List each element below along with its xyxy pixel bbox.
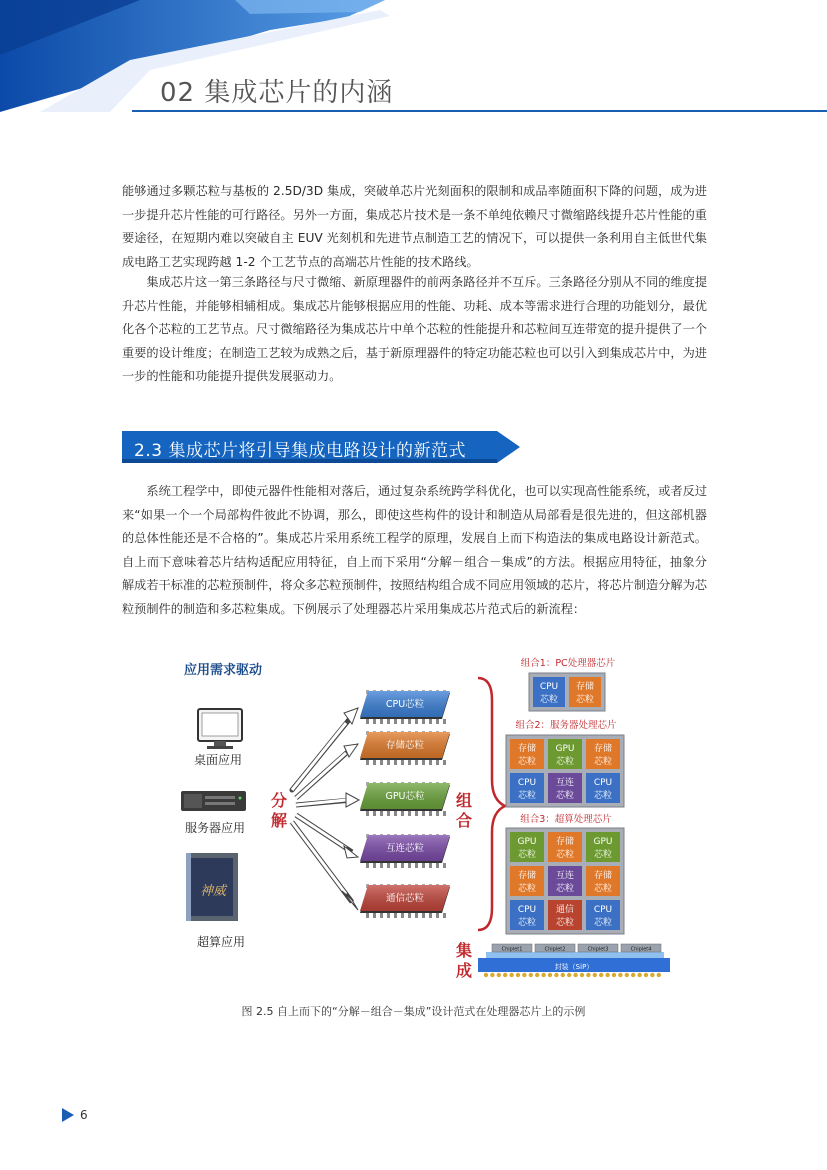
paragraph-1: 能够通过多颗芯粒与基板的 2.5D/3D 集成，突破单芯片光刻面积的限制和成品率随面积下降的问题，成为进一步提升芯片性能的可行路径。另外一方面，集成芯片技术是一条不单纯依赖尺寸微缩路线提升芯片性能的重要途径，在短期内难以突破自主 EUV 光刻机和先进节点制造工艺的情况下，可以提供一条利用自主低世代集成电路工艺实现跨越 1-2 个工艺节点的高端芯片性能的技术路线。 bbox=[122, 184, 707, 269]
svg-text:芯粒: 芯粒 bbox=[593, 850, 613, 860]
svg-text:芯粒: 芯粒 bbox=[517, 791, 537, 801]
chiplet-label-2: 存储芯粒 bbox=[385, 740, 425, 751]
decompose-arrows bbox=[292, 716, 352, 902]
paragraph-3: 系统工程学中，即使元器件性能相对落后，通过复杂系统跨学科优化，也可以实现高性能系统，或者反过来“如果一个一个局部构件彼此不协调，那么，即使这些构件的设计和制造从局部看是很先进的，但这部机器的总体性能还是不合格的”。集成芯片采用系统工程学的原理，发展自上而下构造法的集成电路设计新范式。自上而下意味着芯片结构适配应用特征，自上而下采用“分解－组合－集成”的方法。根据应用特征，抽象分解成若干标准的芯粒预制件，将众多芯粒预制件，按照结构组合成不同应用领域的芯片，将芯片制造分解为芯粒预制件的制造和多芯粒集成。下例展示了处理器芯片采用集成芯片范式后的新流程： bbox=[122, 484, 708, 616]
svg-text:CPU: CPU bbox=[539, 682, 559, 692]
combo-3-cell-2 bbox=[548, 832, 582, 862]
chiplet-4 bbox=[360, 834, 450, 868]
server-icon bbox=[181, 791, 246, 811]
supercomputer-logo-text: 神威 bbox=[200, 884, 227, 899]
integrate-label-1: 集 bbox=[456, 941, 473, 960]
combo-2-cell-4 bbox=[510, 773, 544, 803]
combo-title-3: 组合3：超算处理芯片 bbox=[520, 814, 612, 825]
package-chiplet-2 bbox=[535, 944, 575, 953]
svg-text:芯粒: 芯粒 bbox=[555, 791, 575, 801]
svg-text:CPU: CPU bbox=[593, 778, 613, 788]
svg-text:存储: 存储 bbox=[593, 744, 613, 754]
page-header-title: 02 集成芯片的内涵 bbox=[160, 78, 394, 108]
combo-1-cell-1 bbox=[533, 677, 565, 707]
svg-text:芯粒: 芯粒 bbox=[539, 695, 559, 705]
page-number: 6 bbox=[80, 1108, 88, 1122]
svg-text:Chiplet3: Chiplet3 bbox=[587, 946, 609, 953]
svg-text:芯粒: 芯粒 bbox=[575, 695, 595, 705]
svg-text:Chiplet1: Chiplet1 bbox=[501, 946, 523, 953]
svg-text:芯粒: 芯粒 bbox=[517, 757, 537, 767]
svg-text:芯粒: 芯粒 bbox=[555, 884, 575, 894]
chiplet-2 bbox=[360, 731, 450, 765]
compose-label-2: 合 bbox=[456, 811, 473, 830]
compose-label-1: 组 bbox=[456, 791, 473, 810]
compose-brace bbox=[478, 678, 505, 930]
combo-3-cell-9 bbox=[586, 900, 620, 930]
svg-text:芯粒: 芯粒 bbox=[517, 918, 537, 928]
arrow-heads bbox=[342, 708, 359, 910]
svg-text:互连: 互连 bbox=[555, 871, 575, 881]
svg-text:通信: 通信 bbox=[555, 905, 575, 915]
chiplet-label-1: CPU芯粒 bbox=[385, 699, 425, 710]
combo-1 bbox=[521, 657, 616, 711]
combo-3-cell-7 bbox=[510, 900, 544, 930]
chiplet-1 bbox=[360, 690, 450, 724]
chiplet-list bbox=[360, 690, 450, 918]
svg-text:GPU: GPU bbox=[517, 837, 537, 847]
svg-text:CPU: CPU bbox=[517, 778, 537, 788]
combo-3 bbox=[506, 813, 624, 934]
package-label: 封装（SiP） bbox=[554, 963, 594, 971]
combo-3-cell-8 bbox=[548, 900, 582, 930]
combo-3-cell-1 bbox=[510, 832, 544, 862]
svg-text:芯粒: 芯粒 bbox=[555, 850, 575, 860]
svg-text:芯粒: 芯粒 bbox=[593, 884, 613, 894]
combo-3-cell-6 bbox=[586, 866, 620, 896]
svg-text:GPU: GPU bbox=[593, 837, 613, 847]
chiplet-label-3: GPU芯粒 bbox=[385, 791, 425, 802]
svg-text:CPU: CPU bbox=[517, 905, 537, 915]
svg-text:存储: 存储 bbox=[575, 682, 595, 692]
app-server-label: 服务器应用 bbox=[185, 821, 246, 835]
chiplet-label-5: 通信芯粒 bbox=[385, 893, 425, 904]
svg-text:芯粒: 芯粒 bbox=[517, 884, 537, 894]
combination-panels bbox=[506, 657, 624, 934]
decompose-label-1: 分 bbox=[271, 791, 288, 810]
package-chiplet-3 bbox=[578, 944, 618, 953]
svg-text:CPU: CPU bbox=[593, 905, 613, 915]
svg-text:芯粒: 芯粒 bbox=[593, 791, 613, 801]
combo-title-2: 组合2：服务器处理芯片 bbox=[515, 720, 617, 731]
package-chiplet-4 bbox=[621, 944, 661, 953]
svg-text:Chiplet4: Chiplet4 bbox=[630, 946, 652, 953]
svg-text:Chiplet2: Chiplet2 bbox=[544, 946, 566, 953]
combo-2-cell-2 bbox=[548, 739, 582, 769]
svg-text:芯粒: 芯粒 bbox=[593, 918, 613, 928]
svg-text:存储: 存储 bbox=[517, 871, 537, 881]
svg-text:GPU: GPU bbox=[555, 744, 575, 754]
combo-3-cell-5 bbox=[548, 866, 582, 896]
svg-text:互连: 互连 bbox=[555, 778, 575, 788]
combo-3-cell-3 bbox=[586, 832, 620, 862]
svg-text:存储: 存储 bbox=[593, 871, 613, 881]
monitor-icon bbox=[198, 709, 242, 749]
combo-2 bbox=[506, 719, 624, 807]
combo-2-cell-3 bbox=[586, 739, 620, 769]
page-marker-icon bbox=[62, 1108, 76, 1122]
figure-caption: 图 2.5 自上而下的“分解－组合－集成”设计范式在处理器芯片上的示例 bbox=[241, 1005, 586, 1018]
supercomputer-icon bbox=[186, 853, 238, 921]
combo-2-cell-5 bbox=[548, 773, 582, 803]
package-chiplet-1 bbox=[492, 944, 532, 953]
integrate-label-2: 成 bbox=[456, 961, 473, 980]
svg-text:芯粒: 芯粒 bbox=[555, 757, 575, 767]
chiplet-label-4: 互连芯粒 bbox=[385, 843, 425, 854]
section-title: 2.3 集成芯片将引导集成电路设计的新范式 bbox=[134, 441, 466, 461]
sip-package bbox=[478, 944, 670, 977]
svg-text:芯粒: 芯粒 bbox=[555, 918, 575, 928]
combo-title-1: 组合1：PC处理器芯片 bbox=[520, 658, 616, 669]
paragraph-2: 集成芯片这一第三条路径与尺寸微缩、新原理器件的前两条路径并不互斥。三条路径分别从不同的维度提升芯片性能，并能够相辅相成。集成芯片能够根据应用的性能、功耗、成本等需求进行合理的功能划分，最优化各个芯粒的工艺节点。尺寸微缩路径为集成芯片中单个芯粒的性能提升和芯粒间互连带宽的提升提供了一个重要的设计维度；在制造工艺较为成熟之后，基于新原理器件的特定功能芯粒也可以引入到集成芯片中，为进一步的性能和功能提升提供发展驱动力。 bbox=[122, 275, 708, 384]
chiplet-3 bbox=[360, 782, 450, 816]
combo-2-cell-6 bbox=[586, 773, 620, 803]
svg-text:芯粒: 芯粒 bbox=[593, 757, 613, 767]
decompose-arrows-inner bbox=[292, 723, 346, 894]
svg-text:存储: 存储 bbox=[517, 744, 537, 754]
combo-2-cell-1 bbox=[510, 739, 544, 769]
svg-text:芯粒: 芯粒 bbox=[517, 850, 537, 860]
chiplet-5 bbox=[360, 884, 450, 918]
app-desktop-label: 桌面应用 bbox=[194, 753, 243, 767]
svg-text:存储: 存储 bbox=[555, 837, 575, 847]
driver-title: 应用需求驱动 bbox=[184, 663, 263, 678]
decompose-label-2: 解 bbox=[271, 811, 288, 830]
combo-3-cell-4 bbox=[510, 866, 544, 896]
app-supercomputer-label: 超算应用 bbox=[197, 935, 246, 949]
combo-1-cell-2 bbox=[569, 677, 601, 707]
